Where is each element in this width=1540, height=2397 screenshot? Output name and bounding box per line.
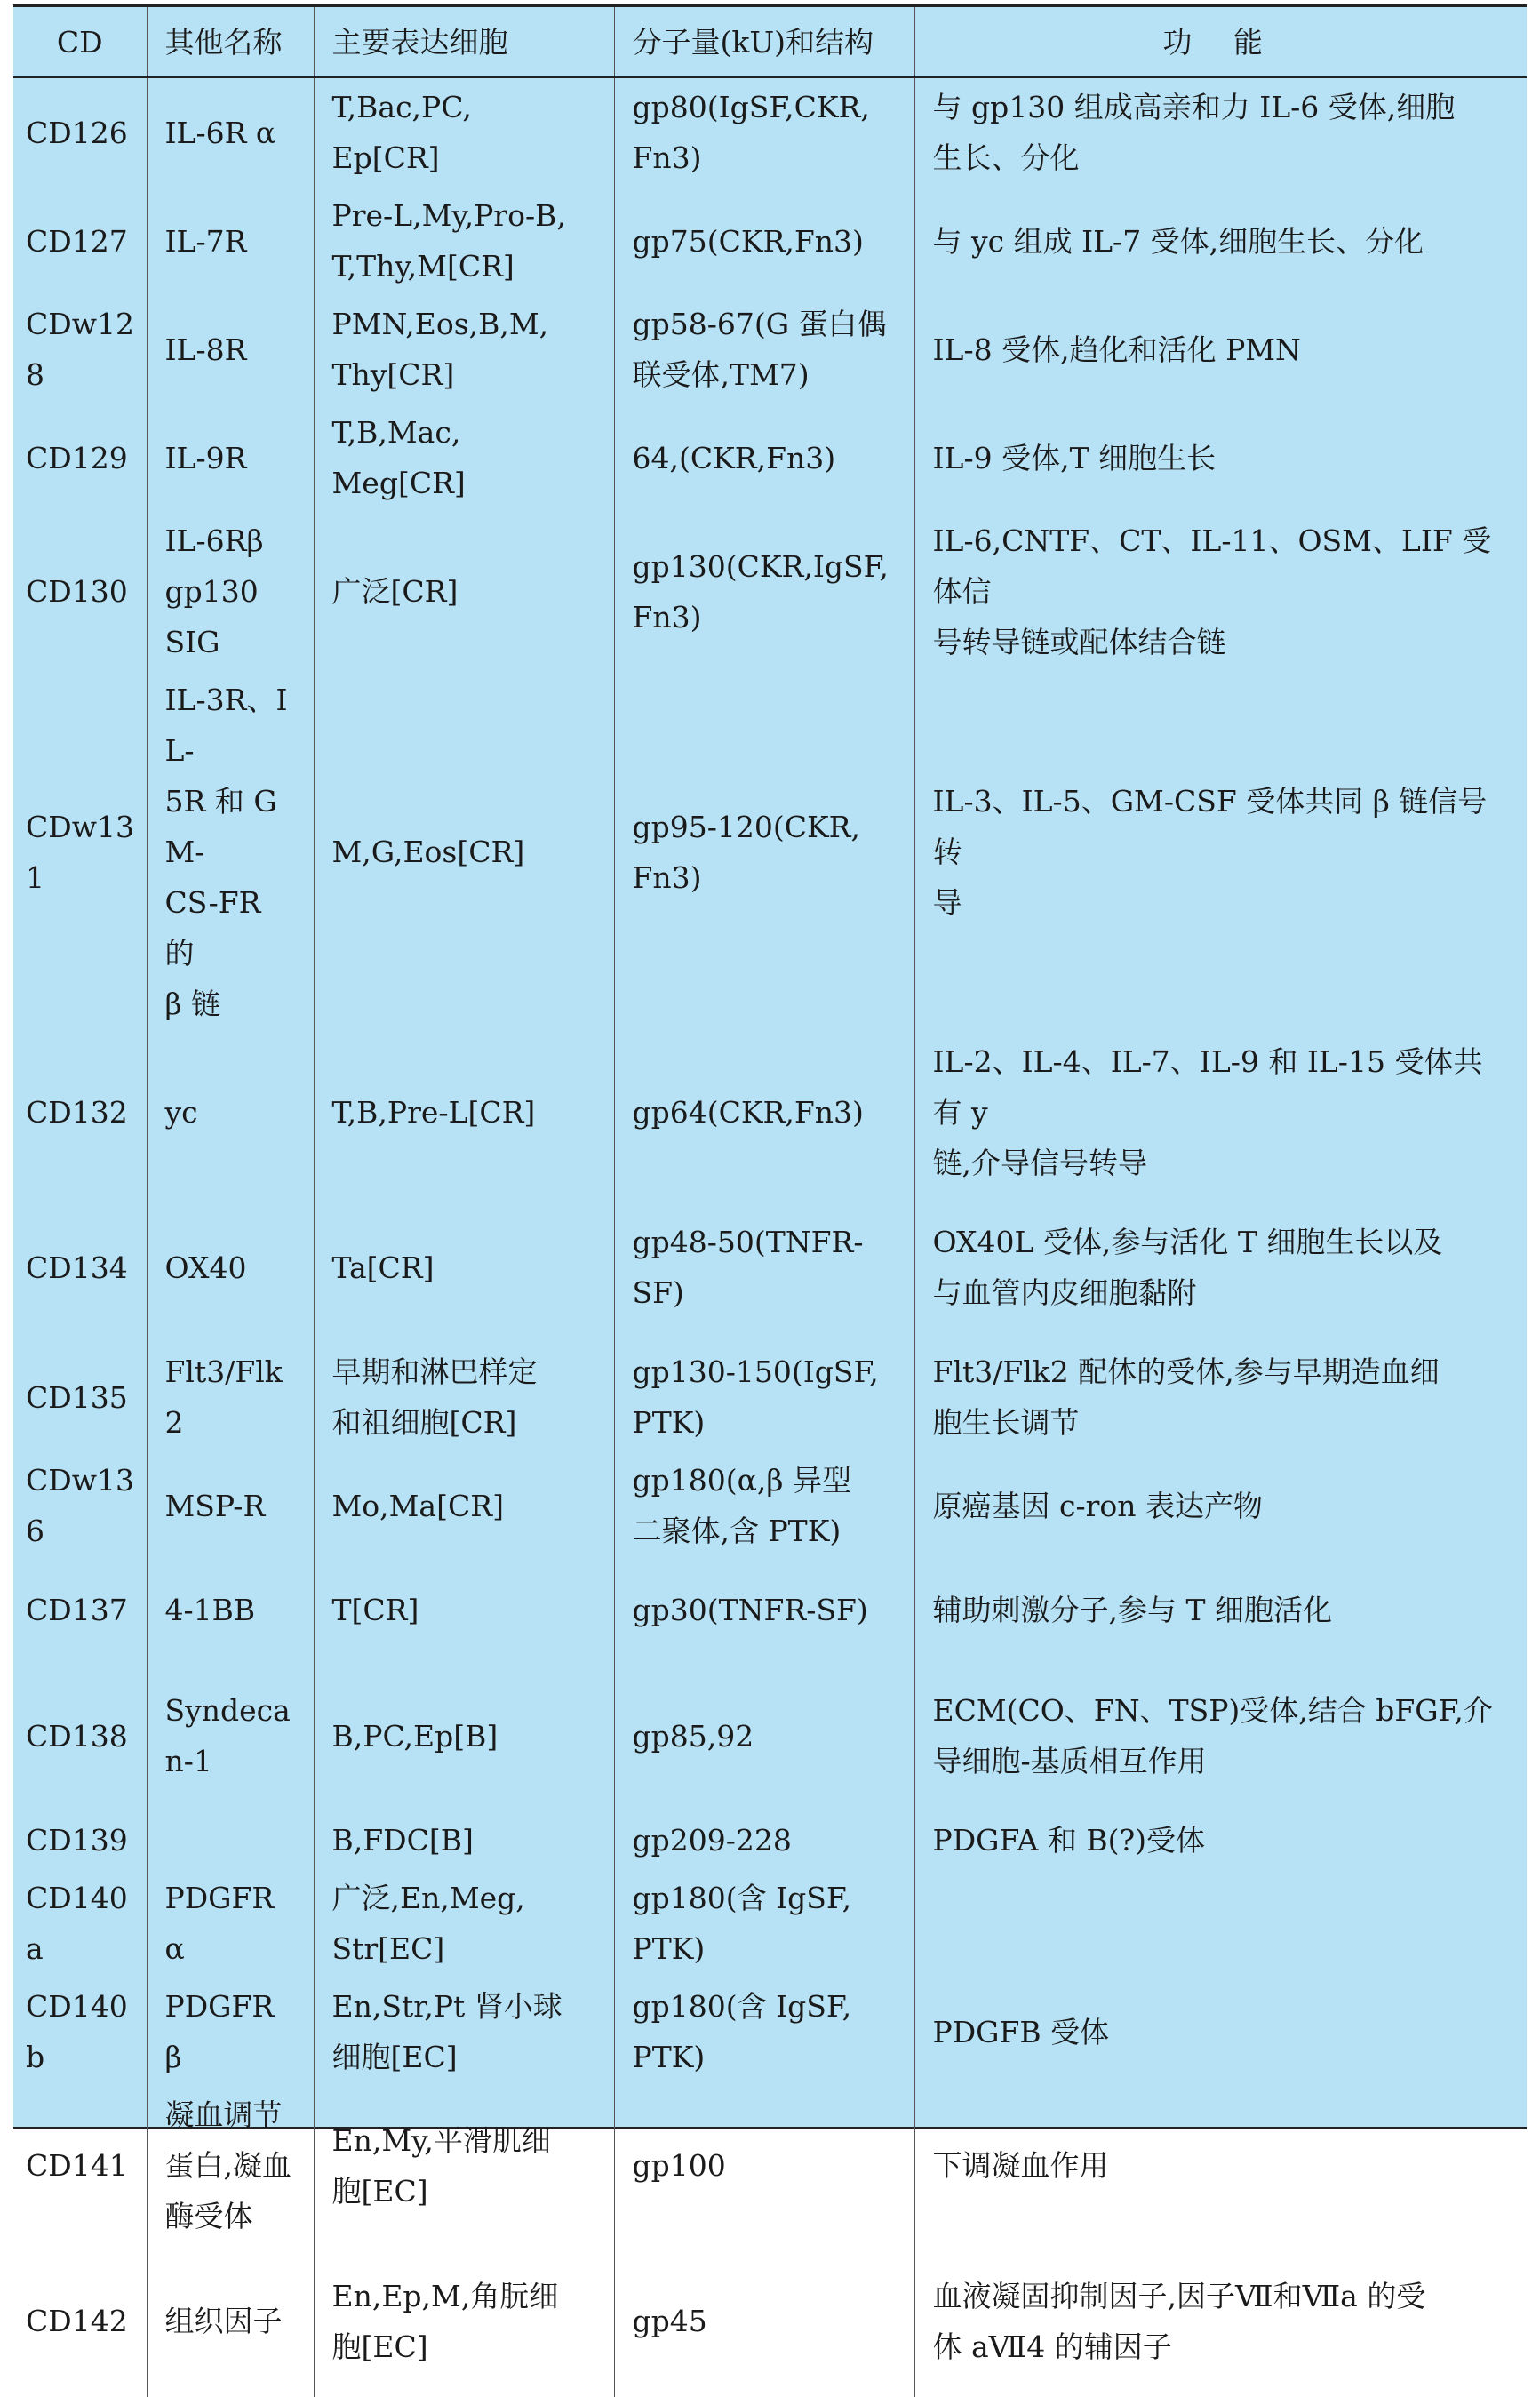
cd-cell: CD138 — [13, 1660, 147, 1811]
molecular-weight-cell: gp130-150(IgSF, PTK) — [614, 1343, 914, 1451]
header-row — [13, 7, 1527, 77]
cd-cell: CD140b — [13, 1978, 147, 2086]
other-name-cell: yc — [147, 1033, 314, 1192]
cd-cell: CD139 — [13, 1811, 147, 1869]
function-cell: 血液凝固抑制因子,因子Ⅶ和Ⅶa 的受 体 aⅦ4 的辅因子 — [914, 2245, 1527, 2397]
other-name-cell: IL-8R — [147, 295, 314, 403]
other-name-cell: Flt3/Flk2 — [147, 1343, 314, 1451]
expressing-cells-cell: T,Bac,PC, Ep[CR] — [314, 77, 614, 187]
cd-cell: CD132 — [13, 1033, 147, 1192]
cd-cell: CDw128 — [13, 295, 147, 403]
expressing-cells-cell: Mo,Ma[CR] — [314, 1451, 614, 1560]
header-function: 功 能 — [914, 7, 1527, 77]
cd-cell: CD142 — [13, 2245, 147, 2397]
table-row — [13, 1451, 1527, 1560]
cd-cell: CD137 — [13, 1560, 147, 1660]
other-name-cell: 凝血调节 蛋白,凝血 酶受体 — [147, 2086, 314, 2245]
cd-cell: CD129 — [13, 403, 147, 512]
function-cell: 原癌基因 c-ron 表达产物 — [914, 1451, 1527, 1560]
table-row — [13, 2086, 1527, 2245]
function-cell: OX40L 受体,参与活化 T 细胞生长以及 与血管内皮细胞黏附 — [914, 1192, 1527, 1343]
molecular-weight-cell: gp130(CKR,IgSF, Fn3) — [614, 512, 914, 671]
expressing-cells-cell: 广泛[CR] — [314, 512, 614, 671]
expressing-cells-cell: T[CR] — [314, 1560, 614, 1660]
molecular-weight-cell: gp180(α,β 异型 二聚体,含 PTK) — [614, 1451, 914, 1560]
expressing-cells-cell: Ta[CR] — [314, 1192, 614, 1343]
expressing-cells-cell: B,PC,Ep[B] — [314, 1660, 614, 1811]
header-other-names: 其他名称 — [147, 7, 314, 77]
molecular-weight-cell: gp58-67(G 蛋白偶 联受体,TM7) — [614, 295, 914, 403]
molecular-weight-cell: gp180(含 IgSF, PTK) — [614, 1978, 914, 2086]
table-row — [13, 2245, 1527, 2397]
header-cd: CD — [13, 7, 147, 77]
table-row — [13, 77, 1527, 187]
header-molecular-weight: 分子量(kU)和结构 — [614, 7, 914, 77]
other-name-cell: IL-7R — [147, 187, 314, 295]
expressing-cells-cell: 早期和淋巴样定 和祖细胞[CR] — [314, 1343, 614, 1451]
function-cell: 下调凝血作用 — [914, 2086, 1527, 2245]
function-cell: 辅助刺激分子,参与 T 细胞活化 — [914, 1560, 1527, 1660]
expressing-cells-cell: M,G,Eos[CR] — [314, 671, 614, 1033]
table-row — [13, 1978, 1527, 2086]
cd-cell: CD135 — [13, 1343, 147, 1451]
cd-cell: CDw136 — [13, 1451, 147, 1560]
table-row — [13, 1811, 1527, 1869]
molecular-weight-cell: gp100 — [614, 2086, 914, 2245]
table-row — [13, 1660, 1527, 1811]
cd-cell: CDw131 — [13, 671, 147, 1033]
cd-cell: CD130 — [13, 512, 147, 671]
cd-table-container — [13, 4, 1527, 2364]
function-cell: IL-2、IL-4、IL-7、IL-9 和 IL-15 受体共有 y 链,介导信号转导 — [914, 1033, 1527, 1192]
expressing-cells-cell: Pre-L,My,Pro-B, T,Thy,M[CR] — [314, 187, 614, 295]
other-name-cell: PDGFR β — [147, 1978, 314, 2086]
molecular-weight-cell: gp209-228 — [614, 1811, 914, 1869]
other-name-cell: Syndecan-1 — [147, 1660, 314, 1811]
cd-cell: CD141 — [13, 2086, 147, 2245]
other-name-cell: 4-1BB — [147, 1560, 314, 1660]
molecular-weight-cell: 64,(CKR,Fn3) — [614, 403, 914, 512]
header-expressing-cells: 主要表达细胞 — [314, 7, 614, 77]
other-name-cell: OX40 — [147, 1192, 314, 1343]
molecular-weight-cell: gp80(IgSF,CKR, Fn3) — [614, 77, 914, 187]
molecular-weight-cell: gp64(CKR,Fn3) — [614, 1033, 914, 1192]
cd-cell: CD126 — [13, 77, 147, 187]
table-row — [13, 187, 1527, 295]
table-row — [13, 671, 1527, 1033]
function-cell — [914, 1869, 1527, 1978]
other-name-cell: IL-9R — [147, 403, 314, 512]
expressing-cells-cell: PMN,Eos,B,M, Thy[CR] — [314, 295, 614, 403]
function-cell: PDGFB 受体 — [914, 1978, 1527, 2086]
table-body — [13, 77, 1527, 2397]
other-name-cell — [147, 1811, 314, 1869]
table-row — [13, 1033, 1527, 1192]
other-name-cell: 组织因子 — [147, 2245, 314, 2397]
other-name-cell: PDGFR α — [147, 1869, 314, 1978]
expressing-cells-cell: En,Str,Pt 肾小球 细胞[EC] — [314, 1978, 614, 2086]
table-row — [13, 1192, 1527, 1343]
function-cell: 与 gp130 组成高亲和力 IL-6 受体,细胞 生长、分化 — [914, 77, 1527, 187]
other-name-cell: IL-6R α — [147, 77, 314, 187]
cd-cell: CD140a — [13, 1869, 147, 1978]
function-cell: IL-6,CNTF、CT、IL-11、OSM、LIF 受体信 号转导链或配体结合链 — [914, 512, 1527, 671]
table-row — [13, 1560, 1527, 1660]
molecular-weight-cell: gp30(TNFR-SF) — [614, 1560, 914, 1660]
table-row — [13, 403, 1527, 512]
table-row — [13, 1343, 1527, 1451]
table-row — [13, 1869, 1527, 1978]
cd-cell: CD127 — [13, 187, 147, 295]
molecular-weight-cell: gp45 — [614, 2245, 914, 2397]
molecular-weight-cell: gp85,92 — [614, 1660, 914, 1811]
other-name-cell: IL-6Rβ gp130 SIG — [147, 512, 314, 671]
function-cell: PDGFA 和 B(?)受体 — [914, 1811, 1527, 1869]
function-cell: Flt3/Flk2 配体的受体,参与早期造血细 胞生长调节 — [914, 1343, 1527, 1451]
function-cell: IL-8 受体,趋化和活化 PMN — [914, 295, 1527, 403]
expressing-cells-cell: T,B,Pre-L[CR] — [314, 1033, 614, 1192]
table-row — [13, 512, 1527, 671]
expressing-cells-cell: En,Ep,M,角朊细 胞[EC] — [314, 2245, 614, 2397]
expressing-cells-cell: T,B,Mac, Meg[CR] — [314, 403, 614, 512]
expressing-cells-cell: En,My,平滑肌细 胞[EC] — [314, 2086, 614, 2245]
other-name-cell: MSP-R — [147, 1451, 314, 1560]
table-row — [13, 295, 1527, 403]
cd-molecule-table — [13, 7, 1527, 2397]
molecular-weight-cell: gp75(CKR,Fn3) — [614, 187, 914, 295]
expressing-cells-cell: 广泛,En,Meg, Str[EC] — [314, 1869, 614, 1978]
molecular-weight-cell: gp180(含 IgSF, PTK) — [614, 1869, 914, 1978]
function-cell: IL-3、IL-5、GM-CSF 受体共同 β 链信号转 导 — [914, 671, 1527, 1033]
cd-cell: CD134 — [13, 1192, 147, 1343]
molecular-weight-cell: gp48-50(TNFR- SF) — [614, 1192, 914, 1343]
other-name-cell: IL-3R、IL- 5R 和 GM- CS-FR 的 β 链 — [147, 671, 314, 1033]
expressing-cells-cell: B,FDC[B] — [314, 1811, 614, 1869]
function-cell: ECM(CO、FN、TSP)受体,结合 bFGF,介 导细胞-基质相互作用 — [914, 1660, 1527, 1811]
function-cell: 与 yc 组成 IL-7 受体,细胞生长、分化 — [914, 187, 1527, 295]
molecular-weight-cell: gp95-120(CKR, Fn3) — [614, 671, 914, 1033]
function-cell: IL-9 受体,T 细胞生长 — [914, 403, 1527, 512]
